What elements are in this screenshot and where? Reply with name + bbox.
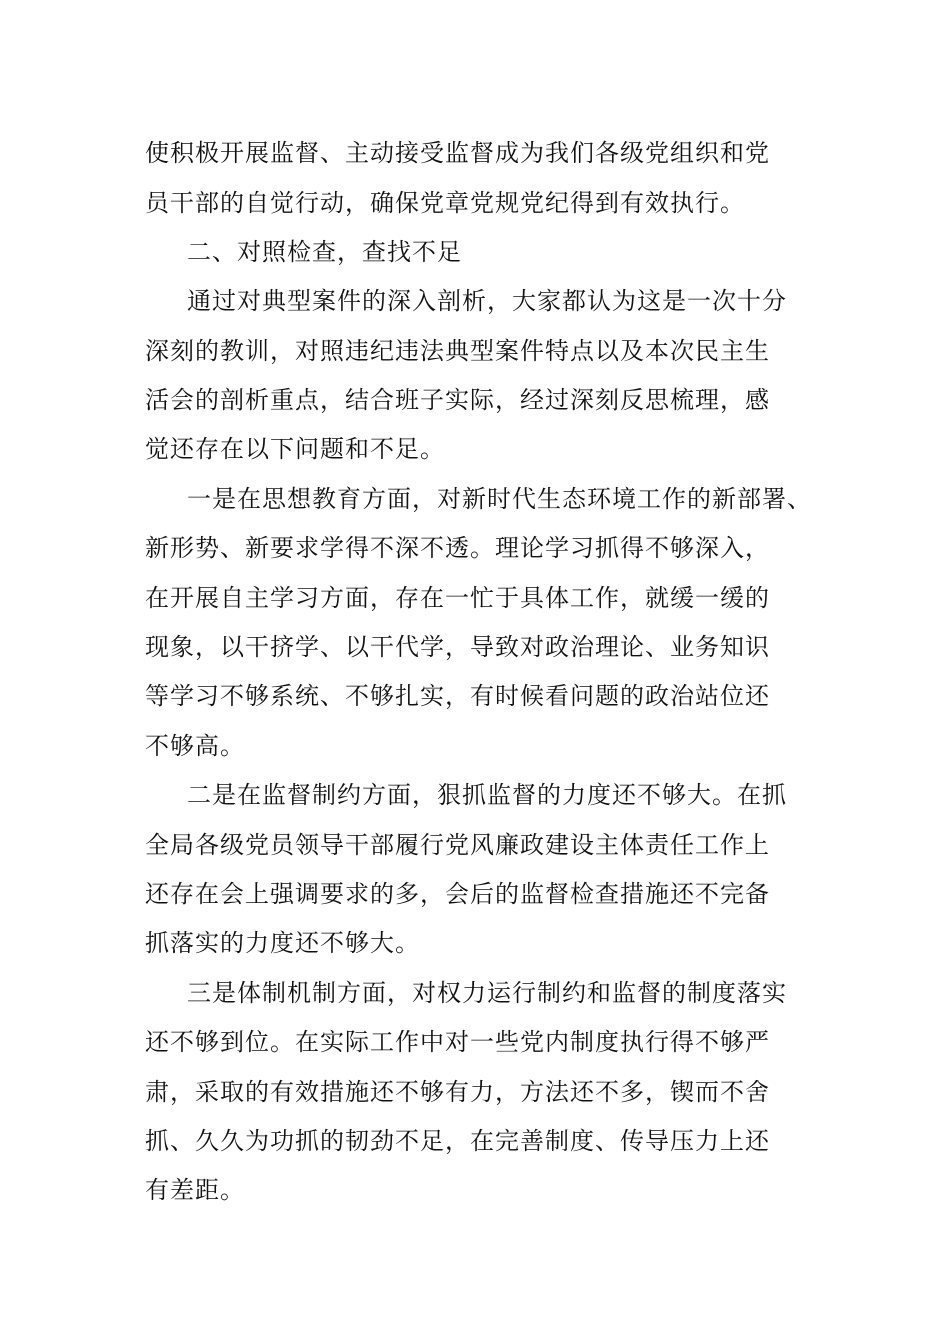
text-line: 一是在思想教育方面，对新时代生态环境工作的新部署、 [187,485,812,513]
text-line: 员干部的自觉行动，确保党章党规党纪得到有效执行。 [145,189,745,217]
text-line: 不够高。 [145,732,245,760]
text-line: 三是体制机制方面，对权力运行制约和监督的制度落实 [187,979,787,1007]
text-line: 通过对典型案件的深入剖析，大家都认为这是一次十分 [187,287,787,315]
text-line: 觉还存在以下问题和不足。 [145,435,445,463]
text-line: 肃，采取的有效措施还不够有力，方法还不多，锲而不舍 [145,1078,770,1106]
text-line: 等学习不够系统、不够扎实，有时候看问题的政治站位还 [145,682,770,710]
text-line: 抓、久久为功抓的韧劲不足，在完善制度、传导压力上还 [145,1127,770,1155]
text-line: 有差距。 [145,1176,245,1204]
text-line: 还存在会上强调要求的多，会后的监督检查措施还不完备 [145,880,770,908]
text-line: 深刻的教训，对照违纪违法典型案件特点以及本次民主生 [145,337,770,365]
text-line: 在开展自主学习方面，存在一忙于具体工作，就缓一缓的 [145,584,770,612]
text-line: 使积极开展监督、主动接受监督成为我们各级党组织和党 [145,139,770,167]
text-line: 活会的剖析重点，结合班子实际，经过深刻反思梳理，感 [145,386,770,414]
section-heading: 二、对照检查，查找不足 [187,238,462,266]
text-line: 全局各级党员领导干部履行党风廉政建设主体责任工作上 [145,831,770,859]
text-line: 二是在监督制约方面，狠抓监督的力度还不够大。在抓 [187,781,787,809]
text-line: 新形势、新要求学得不深不透。理论学习抓得不够深入， [145,534,770,562]
text-line: 现象，以干挤学、以干代学，导致对政治理论、业务知识 [145,633,770,661]
text-line: 还不够到位。在实际工作中对一些党内制度执行得不够严 [145,1028,770,1056]
text-line: 抓落实的力度还不够大。 [145,929,420,957]
